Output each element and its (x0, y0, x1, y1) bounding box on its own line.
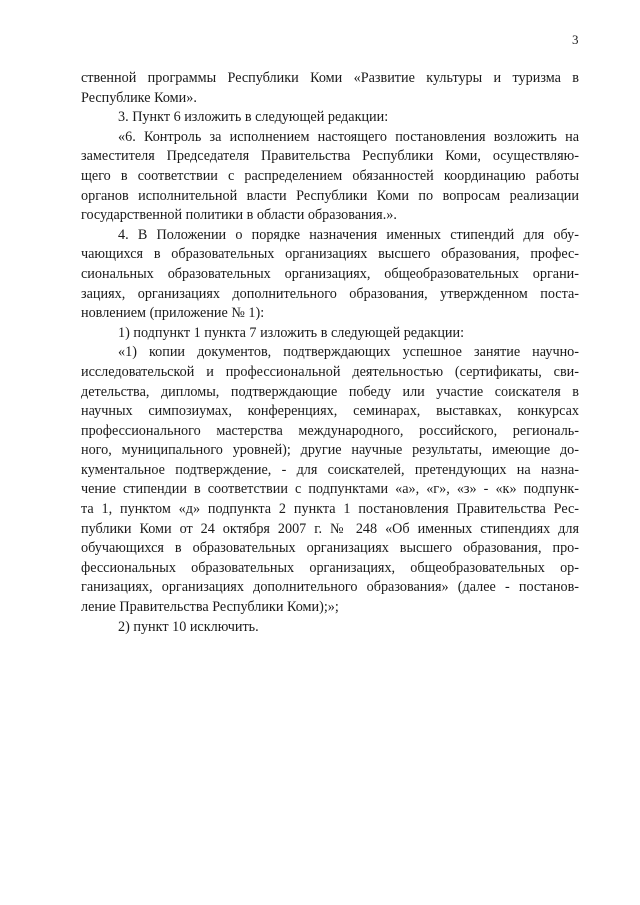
paragraph (81, 226, 579, 324)
text-line: Республике Коми». (81, 89, 197, 106)
text-line: обучающихся в образовательных организациях высшего образования, про- (81, 540, 579, 557)
text-line: профессионального мастерства международного, российского, региональ- (81, 422, 579, 439)
text-line: научных симпозиумах, конференциях, семинарах, выставках, конкурсах (81, 403, 579, 420)
paragraph (81, 69, 579, 108)
text-line: 1) подпункт 1 пункта 7 изложить в следующей редакции: (118, 324, 465, 341)
document-body (81, 69, 579, 637)
text-line: ственной программы Республики Коми «Развитие культуры и туризма в (81, 70, 579, 86)
text-line: кументальное подтверждение, - для соискателей, претендующих на назна- (81, 461, 579, 478)
text-line: органов исполнительной власти Республики Коми по вопросам реализации (81, 187, 579, 204)
paragraph (81, 128, 579, 226)
text-line: зациях, организациях дополнительного образования, утвержденном поста- (81, 285, 579, 302)
text-line: 4. В Положении о порядке назначения именных стипендий для обу- (118, 226, 579, 243)
text-line: новлением (приложение № 1): (81, 305, 265, 322)
text-line: чение стипендии в соответствии с подпунктами «а», «г», «з» - «к» подпунк- (81, 481, 579, 498)
text-line: фессиональных образовательных организациях, общеобразовательных ор- (81, 559, 579, 576)
text-line: сиональных образовательных организациях, общеобразовательных органи- (81, 265, 579, 282)
text-line: чающихся в образовательных организациях высшего образования, профес- (81, 246, 579, 263)
paragraph (81, 618, 579, 638)
text-line: детельства, дипломы, подтверждающие победу или участие соискателя в (81, 383, 579, 400)
text-line: 3. Пункт 6 изложить в следующей редакции: (118, 109, 389, 126)
text-line: публики Коми от 24 октября 2007 г. № 248 «Об именных стипендиях для (81, 520, 579, 537)
page-number: 3 (572, 32, 579, 47)
text-line: 2) пункт 10 исключить. (118, 618, 259, 635)
paragraph (81, 343, 579, 617)
text-line: щего в соответствии с распределением обязанностей координацию работы (81, 167, 579, 184)
text-line: ного, муниципального уровней); другие научные результаты, имеющие до- (81, 442, 579, 459)
text-line: ганизациях, организациях дополнительного образования» (далее - постанов- (81, 579, 579, 596)
paragraph (81, 108, 579, 128)
text-line: заместителя Председателя Правительства Республики Коми, осуществляю- (81, 148, 579, 165)
text-line: государственной политики в области образования.». (81, 207, 397, 224)
text-line: ление Правительства Республики Коми);»; (81, 599, 339, 616)
text-line: та 1, пунктом «д» подпункта 2 пункта 1 постановления Правительства Рес- (81, 501, 579, 518)
text-line: «1) копии документов, подтверждающих успешное занятие научно- (118, 344, 579, 361)
paragraph (81, 324, 579, 344)
text-line: «6. Контроль за исполнением настоящего постановления возложить на (118, 128, 579, 145)
text-line: исследовательской и профессиональной деятельностью (сертификаты, сви- (81, 363, 579, 380)
